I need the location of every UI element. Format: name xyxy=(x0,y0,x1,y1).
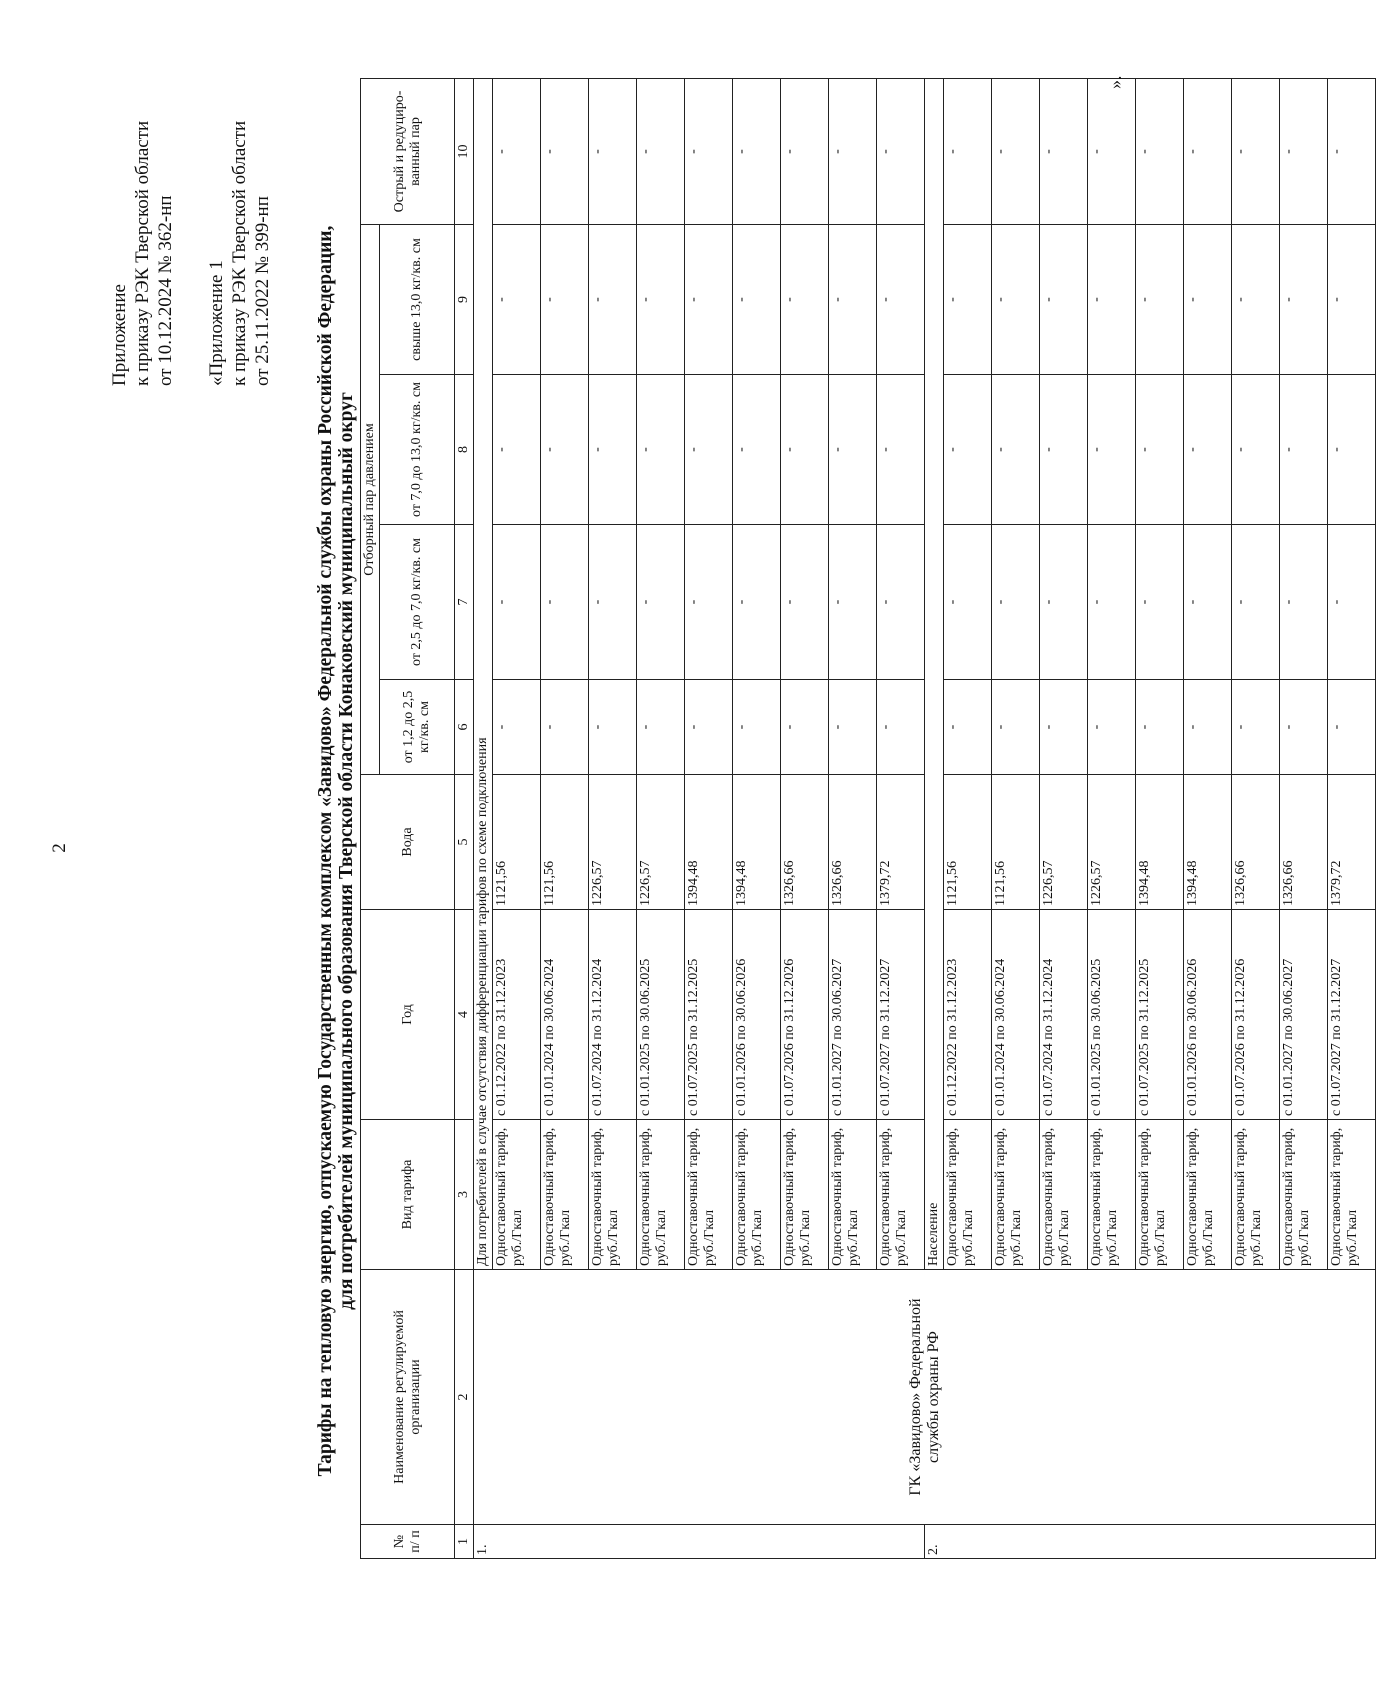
period-cell: с 01.01.2025 по 30.06.2025 xyxy=(1088,910,1136,1120)
original-header-line: от 25.11.2022 № 399-нп xyxy=(252,196,273,386)
sharp-steam-cell: - xyxy=(1040,78,1088,224)
col-number: 1 xyxy=(455,1525,474,1559)
period-cell: с 01.12.2022 по 31.12.2023 xyxy=(493,910,541,1120)
period-cell: с 01.07.2026 по 31.12.2026 xyxy=(1232,910,1280,1120)
steam-2-cell: - xyxy=(1136,525,1184,680)
steam-3-cell: - xyxy=(992,375,1040,525)
tariff-type-cell: Одноставочный тариф, руб./Гкал xyxy=(1040,1120,1088,1270)
section-number: 1. xyxy=(474,1525,925,1559)
steam-4-cell: - xyxy=(1232,224,1280,374)
steam-3-cell: - xyxy=(589,375,637,525)
sharp-steam-cell: - xyxy=(1088,78,1136,224)
col-number: 7 xyxy=(455,525,474,680)
title-line: для потребителей муниципального образования Тверской области Конаковский муниципальный округ xyxy=(336,392,357,1310)
steam-1-cell: - xyxy=(992,680,1040,775)
steam-4-cell: - xyxy=(685,224,733,374)
steam-4-cell: - xyxy=(781,224,829,374)
period-cell: с 01.01.2025 по 30.06.2025 xyxy=(637,910,685,1120)
steam-3-cell: - xyxy=(877,375,925,525)
appendix-header-line: Приложение xyxy=(109,284,130,386)
document-title xyxy=(315,196,357,1506)
col-number: 8 xyxy=(455,375,474,525)
steam-4-cell: - xyxy=(992,224,1040,374)
water-tariff-cell: 1394,48 xyxy=(1136,775,1184,910)
tariff-type-cell: Одноставочный тариф, руб./Гкал xyxy=(685,1120,733,1270)
steam-1-cell: - xyxy=(944,680,992,775)
steam-1-cell: - xyxy=(1280,680,1328,775)
steam-4-cell: - xyxy=(1328,224,1376,374)
period-cell: с 01.01.2026 по 30.06.2026 xyxy=(1184,910,1232,1120)
header-tariff-type: Вид тарифа xyxy=(361,1120,455,1270)
steam-4-cell: - xyxy=(733,224,781,374)
tariff-type-cell: Одноставочный тариф, руб./Гкал xyxy=(1136,1120,1184,1270)
steam-1-cell: - xyxy=(493,680,541,775)
steam-3-cell: - xyxy=(1280,375,1328,525)
steam-4-cell: - xyxy=(829,224,877,374)
col-number: 9 xyxy=(455,224,474,374)
sharp-steam-cell: - xyxy=(685,78,733,224)
steam-3-cell: - xyxy=(781,375,829,525)
period-cell: с 01.01.2027 по 30.06.2027 xyxy=(1280,910,1328,1120)
steam-2-cell: - xyxy=(1280,525,1328,680)
steam-2-cell: - xyxy=(589,525,637,680)
sharp-steam-cell: - xyxy=(1280,78,1328,224)
sharp-steam-cell: - xyxy=(541,78,589,224)
original-appendix-header xyxy=(205,121,274,386)
sharp-steam-cell: - xyxy=(1328,78,1376,224)
steam-4-cell: - xyxy=(493,224,541,374)
tariff-type-cell: Одноставочный тариф, руб./Гкал xyxy=(733,1120,781,1270)
org-name: ГК «Завидово» Федеральной службы охраны РФ xyxy=(474,1270,1376,1525)
period-cell: с 01.07.2025 по 31.12.2025 xyxy=(685,910,733,1120)
sharp-steam-cell: - xyxy=(944,78,992,224)
sharp-steam-cell: - xyxy=(733,78,781,224)
steam-3-cell: - xyxy=(493,375,541,525)
water-tariff-cell: 1226,57 xyxy=(637,775,685,910)
steam-2-cell: - xyxy=(1040,525,1088,680)
water-tariff-cell: 1394,48 xyxy=(733,775,781,910)
steam-3-cell: - xyxy=(944,375,992,525)
section-title: Население xyxy=(925,78,944,1269)
sharp-steam-cell: - xyxy=(781,78,829,224)
steam-2-cell: - xyxy=(1088,525,1136,680)
header-water: Вода xyxy=(361,775,455,910)
steam-1-cell: - xyxy=(1328,680,1376,775)
tariff-type-cell: Одноставочный тариф, руб./Гкал xyxy=(541,1120,589,1270)
water-tariff-cell: 1226,57 xyxy=(589,775,637,910)
period-cell: с 01.12.2022 по 31.12.2023 xyxy=(944,910,992,1120)
header-sharp-steam: Острый и редуциро-ванный пар xyxy=(361,78,455,224)
water-tariff-cell: 1226,57 xyxy=(1040,775,1088,910)
steam-3-cell: - xyxy=(685,375,733,525)
col-number: 5 xyxy=(455,775,474,910)
sharp-steam-cell: - xyxy=(829,78,877,224)
sharp-steam-cell: - xyxy=(1232,78,1280,224)
tariff-type-cell: Одноставочный тариф, руб./Гкал xyxy=(877,1120,925,1270)
steam-2-cell: - xyxy=(1184,525,1232,680)
steam-3-cell: - xyxy=(1136,375,1184,525)
period-cell: с 01.01.2026 по 30.06.2026 xyxy=(733,910,781,1120)
steam-2-cell: - xyxy=(733,525,781,680)
header-org: Наименование регулируемой организации xyxy=(361,1270,455,1525)
steam-3-cell: - xyxy=(733,375,781,525)
tariff-type-cell: Одноставочный тариф, руб./Гкал xyxy=(781,1120,829,1270)
steam-1-cell: - xyxy=(829,680,877,775)
period-cell: с 01.01.2024 по 30.06.2024 xyxy=(541,910,589,1120)
tariff-type-cell: Одноставочный тариф, руб./Гкал xyxy=(589,1120,637,1270)
closing-mark: ». xyxy=(1105,75,1125,89)
water-tariff-cell: 1394,48 xyxy=(1184,775,1232,910)
steam-4-cell: - xyxy=(541,224,589,374)
period-cell: с 01.07.2027 по 31.12.2027 xyxy=(877,910,925,1120)
period-cell: с 01.01.2024 по 30.06.2024 xyxy=(992,910,1040,1120)
sharp-steam-cell: - xyxy=(589,78,637,224)
water-tariff-cell: 1394,48 xyxy=(685,775,733,910)
header-steam-1: от 1,2 до 2,5 кг/кв. см xyxy=(380,680,455,775)
steam-1-cell: - xyxy=(541,680,589,775)
period-cell: с 01.07.2024 по 31.12.2024 xyxy=(589,910,637,1120)
steam-4-cell: - xyxy=(1136,224,1184,374)
steam-2-cell: - xyxy=(829,525,877,680)
water-tariff-cell: 1121,56 xyxy=(944,775,992,910)
steam-2-cell: - xyxy=(493,525,541,680)
section-title: Для потребителей в случае отсутствия дифференциации тарифов по схеме подключения xyxy=(474,78,493,1269)
water-tariff-cell: 1326,66 xyxy=(781,775,829,910)
tariff-type-cell: Одноставочный тариф, руб./Гкал xyxy=(493,1120,541,1270)
tariff-type-cell: Одноставочный тариф, руб./Гкал xyxy=(1232,1120,1280,1270)
steam-1-cell: - xyxy=(1184,680,1232,775)
period-cell: с 01.07.2026 по 31.12.2026 xyxy=(781,910,829,1120)
sharp-steam-cell: - xyxy=(493,78,541,224)
steam-4-cell: - xyxy=(877,224,925,374)
tariff-type-cell: Одноставочный тариф, руб./Гкал xyxy=(1280,1120,1328,1270)
header-year: Год xyxy=(361,910,455,1120)
col-number: 10 xyxy=(455,78,474,224)
water-tariff-cell: 1379,72 xyxy=(877,775,925,910)
steam-2-cell: - xyxy=(781,525,829,680)
steam-3-cell: - xyxy=(1328,375,1376,525)
water-tariff-cell: 1379,72 xyxy=(1328,775,1376,910)
tariff-type-cell: Одноставочный тариф, руб./Гкал xyxy=(1184,1120,1232,1270)
page-number: 2 xyxy=(49,843,70,853)
sharp-steam-cell: - xyxy=(637,78,685,224)
water-tariff-cell: 1121,56 xyxy=(493,775,541,910)
period-cell: с 01.07.2027 по 31.12.2027 xyxy=(1328,910,1376,1120)
original-header-line: к приказу РЭК Тверской области xyxy=(229,120,250,386)
steam-4-cell: - xyxy=(1184,224,1232,374)
steam-1-cell: - xyxy=(589,680,637,775)
steam-3-cell: - xyxy=(1232,375,1280,525)
steam-1-cell: - xyxy=(877,680,925,775)
steam-2-cell: - xyxy=(685,525,733,680)
tariff-type-cell: Одноставочный тариф, руб./Гкал xyxy=(944,1120,992,1270)
steam-3-cell: - xyxy=(637,375,685,525)
header-steam-2: от 2,5 до 7,0 кг/кв. см xyxy=(380,525,455,680)
steam-2-cell: - xyxy=(541,525,589,680)
header-steam-group: Отборный пар давлением xyxy=(361,224,380,774)
col-number: 6 xyxy=(455,680,474,775)
steam-1-cell: - xyxy=(781,680,829,775)
sharp-steam-cell: - xyxy=(992,78,1040,224)
steam-3-cell: - xyxy=(1040,375,1088,525)
original-header-line: «Приложение 1 xyxy=(206,260,227,386)
water-tariff-cell: 1326,66 xyxy=(1232,775,1280,910)
sharp-steam-cell: - xyxy=(877,78,925,224)
tariff-type-cell: Одноставочный тариф, руб./Гкал xyxy=(1088,1120,1136,1270)
section-row xyxy=(474,78,493,1558)
title-line: Тарифы на тепловую энергию, отпускаемую Государственным комплексом «Завидово» Федеральной службы охраны Российской Федерации, xyxy=(315,225,336,1477)
water-tariff-cell: 1326,66 xyxy=(829,775,877,910)
steam-3-cell: - xyxy=(1184,375,1232,525)
steam-2-cell: - xyxy=(637,525,685,680)
steam-4-cell: - xyxy=(589,224,637,374)
water-tariff-cell: 1326,66 xyxy=(1280,775,1328,910)
appendix-header-line: от 10.12.2024 № 362-нп xyxy=(155,195,176,386)
steam-2-cell: - xyxy=(1328,525,1376,680)
water-tariff-cell: 1226,57 xyxy=(1088,775,1136,910)
period-cell: с 01.07.2024 по 31.12.2024 xyxy=(1040,910,1088,1120)
steam-1-cell: - xyxy=(1232,680,1280,775)
tariff-type-cell: Одноставочный тариф, руб./Гкал xyxy=(637,1120,685,1270)
appendix-header xyxy=(108,121,177,386)
header-num: № п/ п xyxy=(361,1525,455,1559)
steam-1-cell: - xyxy=(1136,680,1184,775)
steam-4-cell: - xyxy=(1280,224,1328,374)
steam-2-cell: - xyxy=(877,525,925,680)
tariff-table xyxy=(360,75,1376,1559)
steam-3-cell: - xyxy=(1088,375,1136,525)
steam-1-cell: - xyxy=(685,680,733,775)
water-tariff-cell: 1121,56 xyxy=(992,775,1040,910)
steam-4-cell: - xyxy=(1040,224,1088,374)
steam-1-cell: - xyxy=(637,680,685,775)
steam-4-cell: - xyxy=(637,224,685,374)
period-cell: с 01.07.2025 по 31.12.2025 xyxy=(1136,910,1184,1120)
tariff-type-cell: Одноставочный тариф, руб./Гкал xyxy=(992,1120,1040,1270)
period-cell: с 01.01.2027 по 30.06.2027 xyxy=(829,910,877,1120)
water-tariff-cell: 1121,56 xyxy=(541,775,589,910)
steam-1-cell: - xyxy=(1040,680,1088,775)
col-number: 4 xyxy=(455,910,474,1120)
section-number: 2. xyxy=(925,1525,1376,1559)
steam-1-cell: - xyxy=(1088,680,1136,775)
tariff-type-cell: Одноставочный тариф, руб./Гкал xyxy=(829,1120,877,1270)
steam-3-cell: - xyxy=(829,375,877,525)
steam-2-cell: - xyxy=(992,525,1040,680)
col-number: 3 xyxy=(455,1120,474,1270)
steam-3-cell: - xyxy=(541,375,589,525)
col-number: 2 xyxy=(455,1270,474,1525)
sharp-steam-cell: - xyxy=(1184,78,1232,224)
steam-4-cell: - xyxy=(1088,224,1136,374)
appendix-header-line: к приказу РЭК Тверской области xyxy=(132,120,153,386)
table-body xyxy=(474,75,1376,1558)
steam-4-cell: - xyxy=(944,224,992,374)
steam-2-cell: - xyxy=(1232,525,1280,680)
steam-1-cell: - xyxy=(733,680,781,775)
tariff-type-cell: Одноставочный тариф, руб./Гкал xyxy=(1328,1120,1376,1270)
header-steam-4: свыше 13,0 кг/кв. см xyxy=(380,224,455,374)
steam-2-cell: - xyxy=(944,525,992,680)
header-steam-3: от 7,0 до 13,0 кг/кв. см xyxy=(380,375,455,525)
sharp-steam-cell: - xyxy=(1136,78,1184,224)
